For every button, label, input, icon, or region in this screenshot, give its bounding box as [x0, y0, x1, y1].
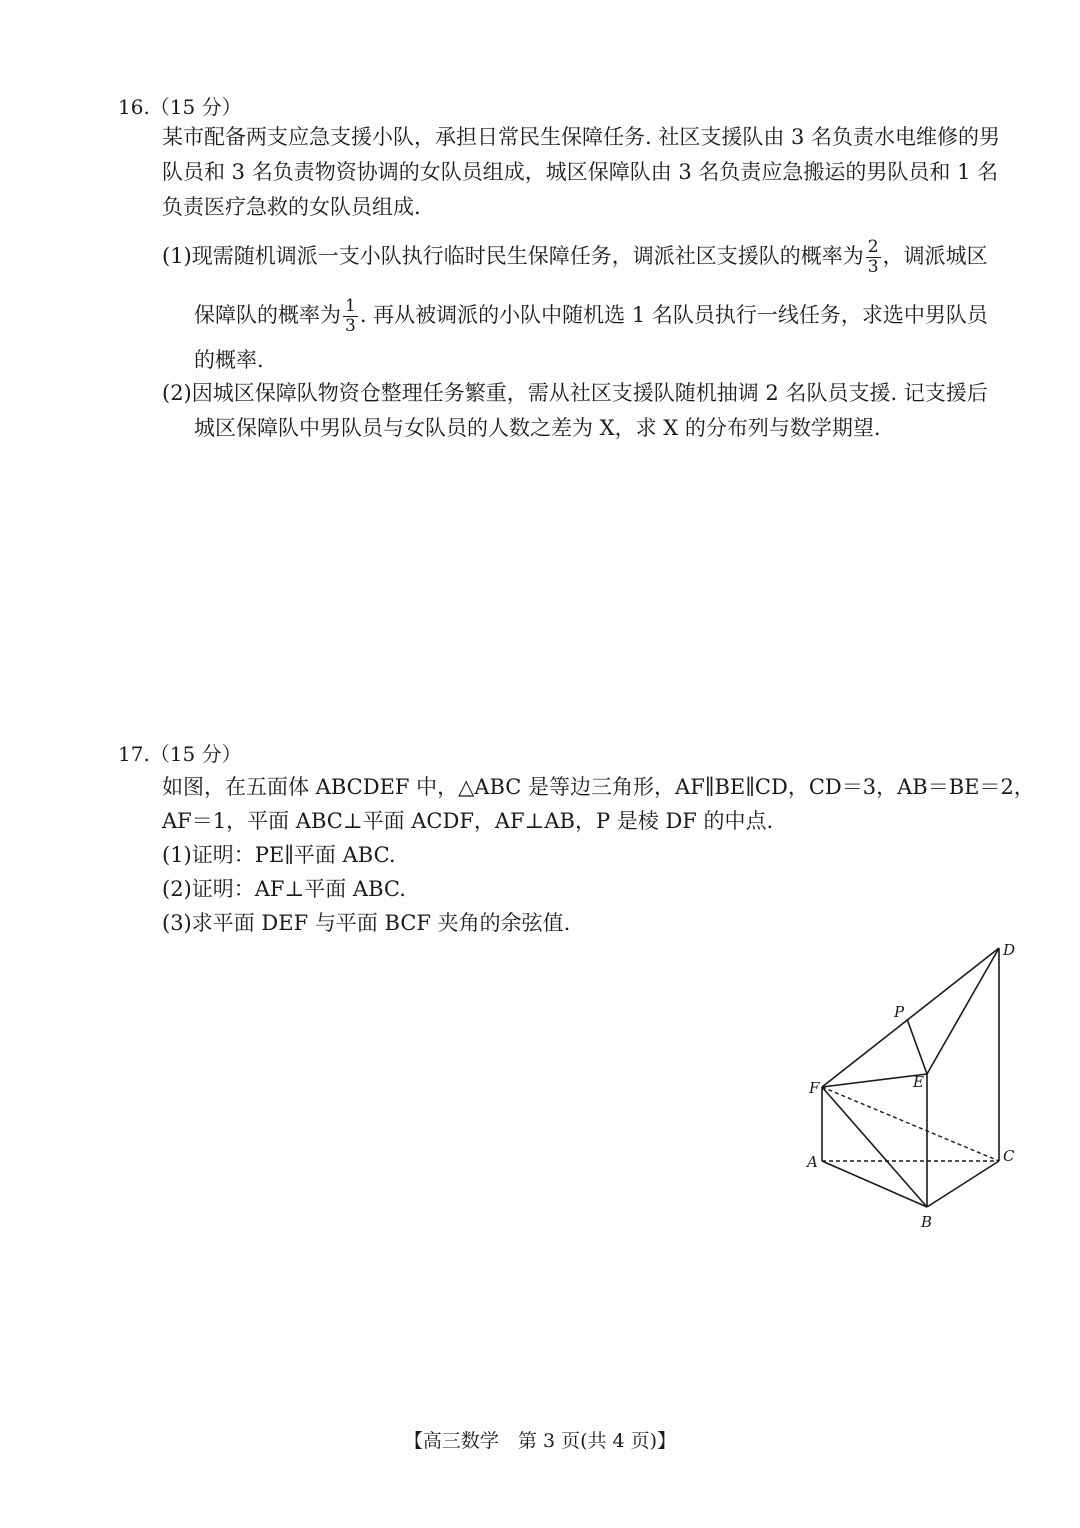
q16-part1-text-a: (1)现需随机调派一支小队执行临时民生保障任务，调派社区支援队的概率为: [162, 244, 864, 268]
label-A: A: [807, 1153, 818, 1171]
label-P: P: [894, 1003, 905, 1021]
edge-FE: [822, 1074, 927, 1087]
edge-ED: [927, 948, 999, 1074]
q16-part2-line-1: (2)因城区保障队物资仓整理任务繁重，需从社区支援队随机抽调 2 名队员支援. 记支援后: [162, 381, 988, 405]
fraction-numerator: 2: [867, 237, 879, 257]
q17-part-2: (2)证明：AF⊥平面 ABC.: [162, 877, 406, 901]
page-footer: 【高三数学 第 3 页(共 4 页)】: [403, 1430, 677, 1452]
label-D: D: [1003, 941, 1016, 959]
label-C: C: [1003, 1147, 1015, 1165]
edge-FC-hidden: [822, 1087, 999, 1161]
q17-part-1: (1)证明：PE∥平面 ABC.: [162, 843, 396, 867]
q17-part-3: (3)求平面 DEF 与平面 BCF 夹角的余弦值.: [162, 911, 571, 935]
q16-part1-text-b: ，调派城区: [882, 244, 988, 268]
fraction-two-thirds: [866, 238, 881, 277]
q16-part1-text-d: . 再从被调派的小队中随机选 1 名队员执行一线任务，求选中男队员: [359, 303, 988, 327]
fraction-denominator: 3: [867, 257, 879, 277]
edge-AB: [822, 1161, 927, 1207]
q16-part1-line-2: [194, 297, 988, 336]
q16-stem-line-1: 某市配备两支应急支援小队，承担日常民生保障任务. 社区支援队由 3 名负责水电维修的男: [162, 125, 1001, 149]
edge-PE: [907, 1019, 927, 1074]
q17-stem-line-1: 如图，在五面体 ABCDEF 中，△ABC 是等边三角形，AF∥BE∥CD，CD＝3，AB＝BE＝2，: [162, 775, 1035, 799]
q16-part1-line-3: 的概率.: [194, 348, 264, 372]
label-F: F: [809, 1079, 820, 1097]
pentahedron-figure: [795, 935, 1035, 1235]
q16-part1-text-c: 保障队的概率为: [194, 303, 341, 327]
edge-BC: [927, 1161, 999, 1207]
q17-header: 17.（15 分）: [118, 742, 242, 766]
fraction-one-third: [343, 297, 358, 336]
q16-stem-line-3: 负责医疗急救的女队员组成.: [162, 195, 421, 219]
edge-FB: [822, 1087, 927, 1207]
fraction-denominator: 3: [345, 316, 356, 336]
q16-part1-line-1: [162, 238, 988, 277]
label-E: E: [913, 1073, 924, 1091]
q16-stem-line-2: 队员和 3 名负责物资协调的女队员组成，城区保障队由 3 名负责应急搬运的男队员和 1 名: [162, 160, 999, 184]
q16-part2-line-2: 城区保障队中男队员与女队员的人数之差为 X，求 X 的分布列与数学期望.: [194, 416, 881, 440]
label-B: B: [921, 1213, 933, 1231]
fraction-numerator: 1: [345, 296, 356, 316]
edge-FD: [822, 948, 999, 1087]
q17-stem-line-2: AF＝1，平面 ABC⊥平面 ACDF，AF⊥AB，P 是棱 DF 的中点.: [162, 809, 774, 833]
q16-header: 16.（15 分）: [118, 95, 242, 119]
